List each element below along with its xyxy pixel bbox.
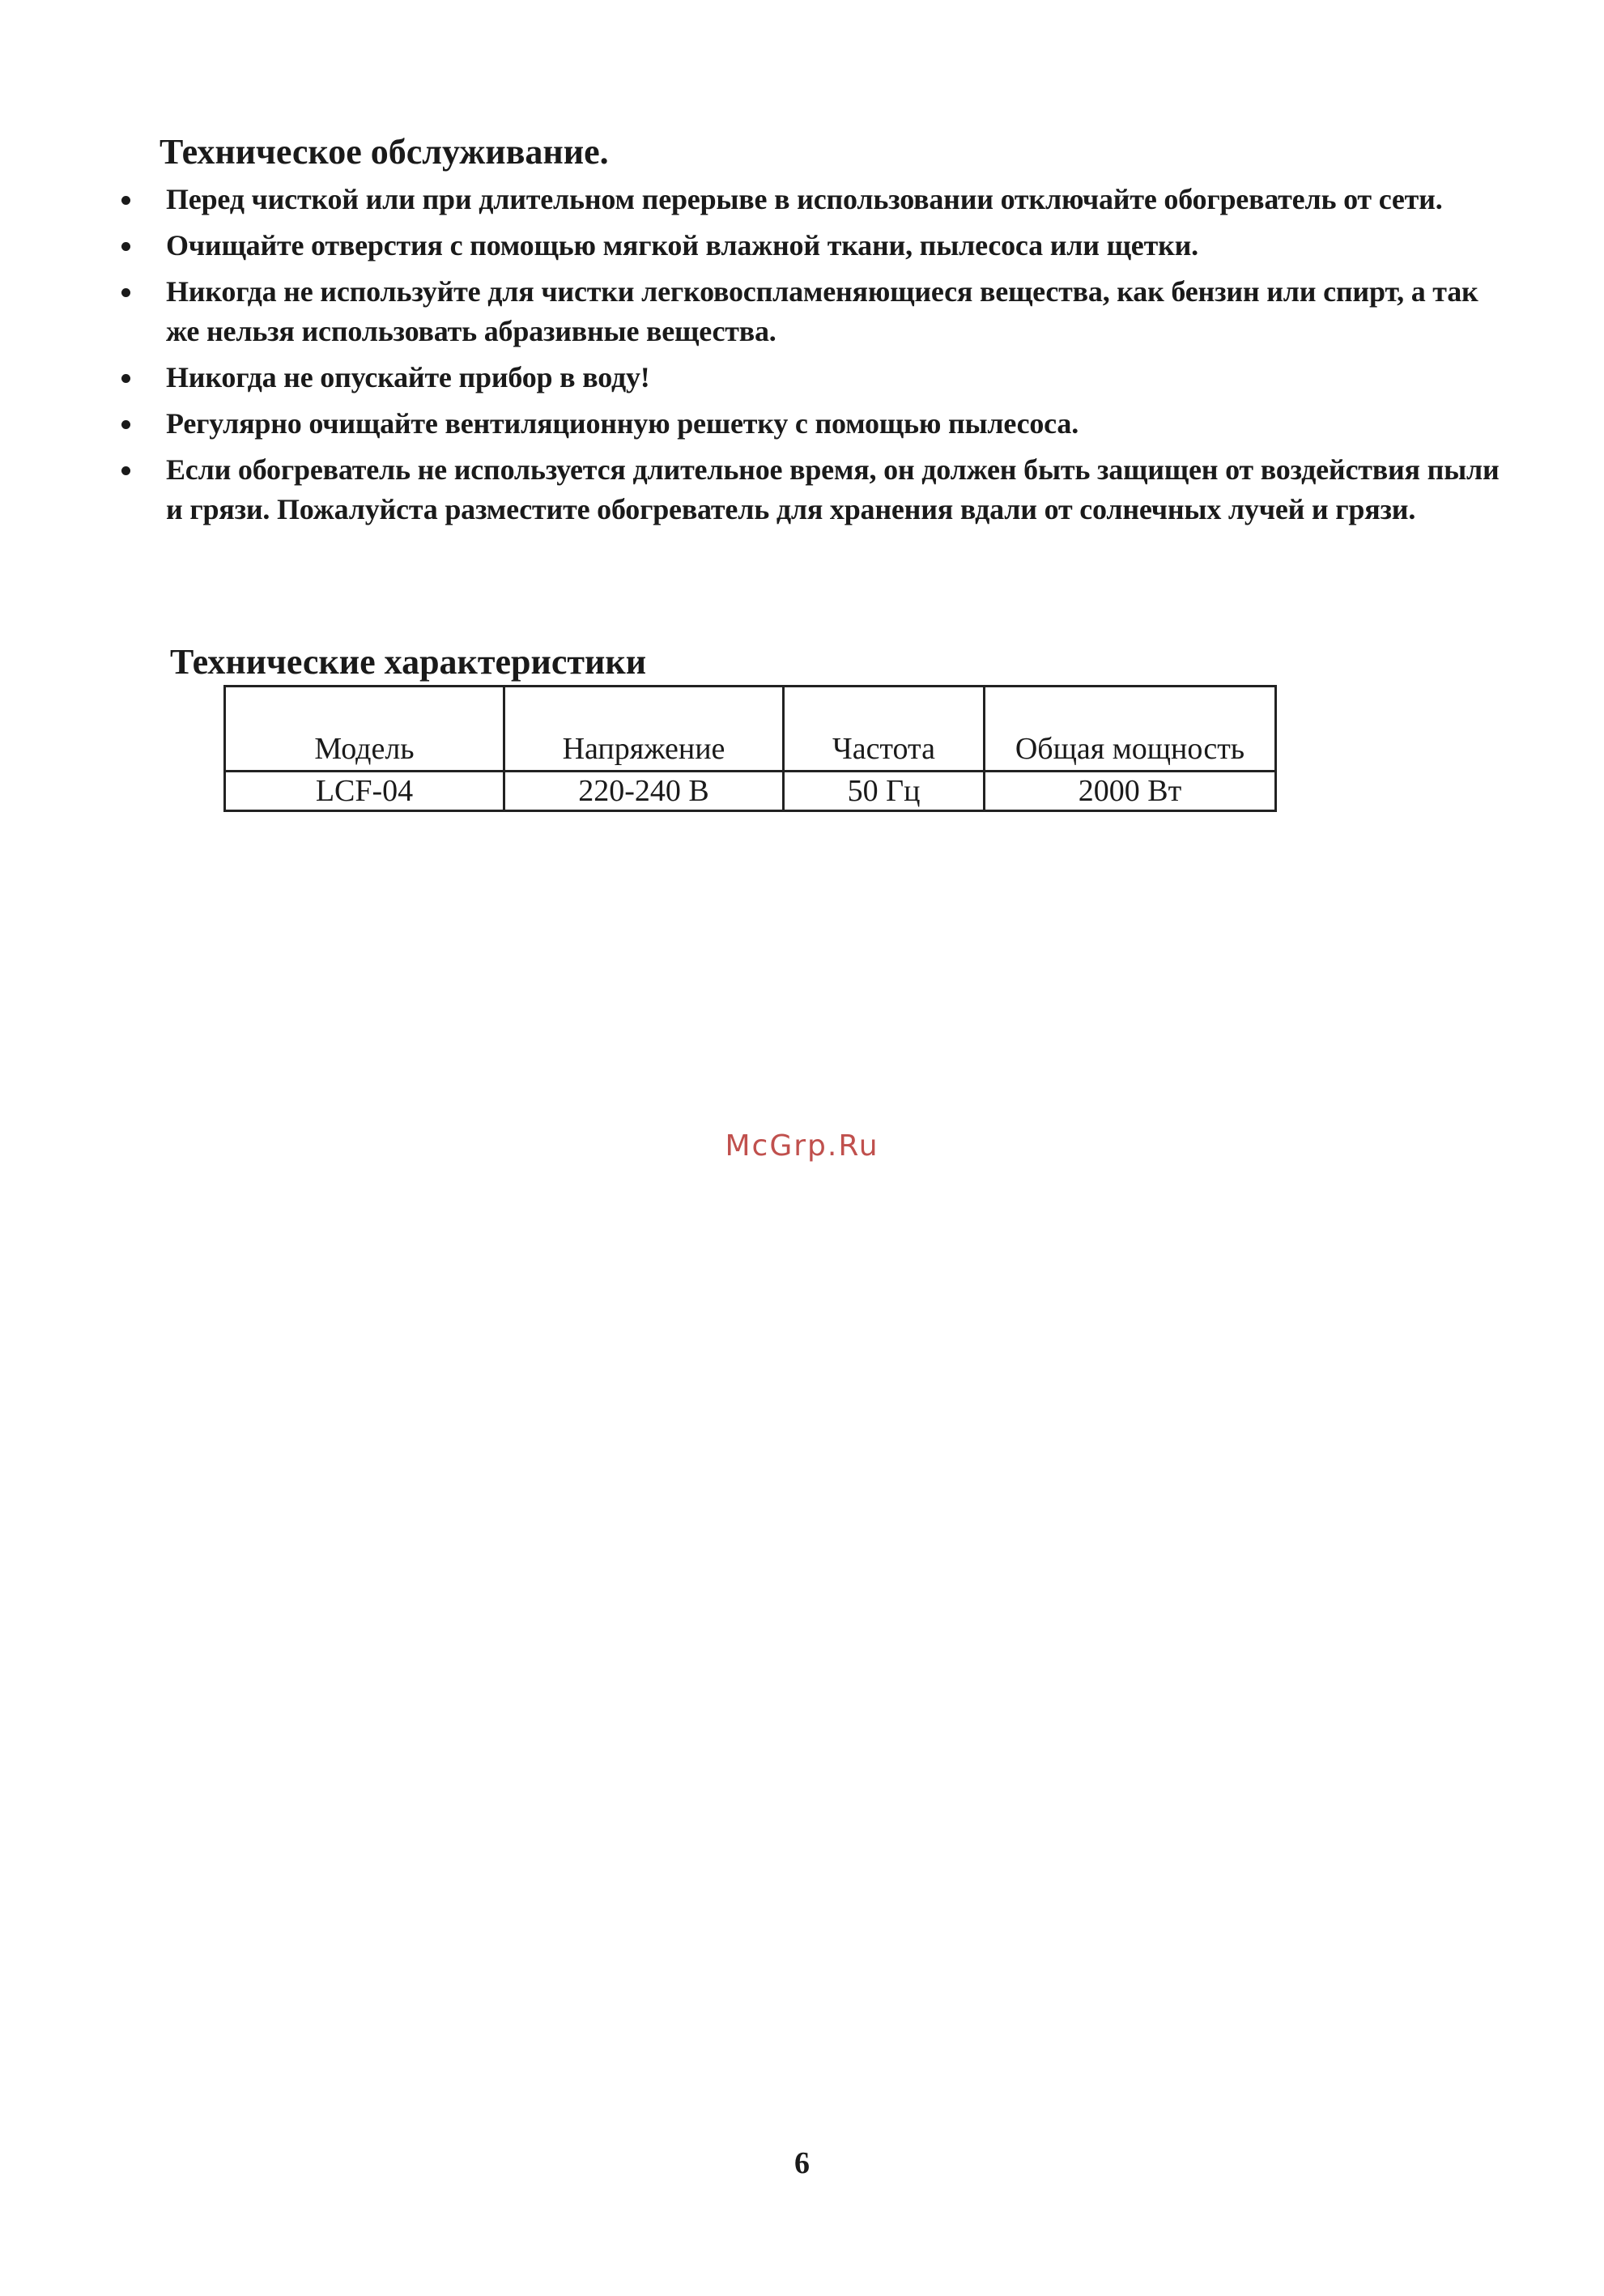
list-item-text: Очищайте отверстия с помощью мягкой влажной ткани, пылесоса или щетки. (166, 229, 1198, 261)
bullet-icon (121, 196, 130, 205)
bullet-icon (121, 242, 130, 251)
table-header-row (225, 687, 1276, 772)
header-frequency: Частота (784, 687, 985, 772)
cell-voltage: 220-240 В (504, 772, 784, 811)
list-item-text: Регулярно очищайте вентиляционную решетку с помощью пылесоса. (166, 407, 1079, 440)
header-voltage: Напряжение (504, 687, 784, 772)
maintenance-list (113, 180, 1506, 536)
cell-model: LCF-04 (225, 772, 504, 811)
cell-frequency: 50 Гц (784, 772, 985, 811)
list-item-text: Если обогреватель не используется длительное время, он должен быть защищен от воздействия пыли и грязи. Пожалуйста разместите обогреватель для хранения вдали от солнечных лучей и грязи. (166, 453, 1500, 525)
list-item-text: Перед чисткой или при длительном перерыве в использовании отключайте обогреватель от сети. (166, 183, 1443, 215)
cell-total-power: 2000 Вт (985, 772, 1276, 811)
maintenance-heading: Техническое обслуживание. (160, 132, 609, 172)
bullet-icon (121, 420, 130, 429)
header-total-power: Общая мощность (985, 687, 1276, 772)
page-number: 6 (794, 2146, 810, 2180)
list-item (113, 226, 1506, 266)
header-model: Модель (225, 687, 504, 772)
bullet-icon (121, 374, 130, 383)
table-row (225, 772, 1276, 811)
list-item (113, 404, 1506, 444)
specs-table (223, 685, 1277, 812)
bullet-icon (121, 288, 130, 297)
bullet-icon (121, 466, 130, 475)
list-item (113, 450, 1506, 529)
list-item (113, 180, 1506, 219)
list-item (113, 272, 1506, 351)
specs-heading: Технические характеристики (170, 642, 647, 682)
list-item-text: Никогда не опускайте прибор в воду! (166, 361, 650, 393)
list-item-text: Никогда не используйте для чистки легковоспламеняющиеся вещества, как бензин или спирт, а так же нельзя использовать абразивные вещества. (166, 275, 1478, 347)
watermark: McGrp.Ru (725, 1129, 879, 1163)
list-item (113, 358, 1506, 398)
